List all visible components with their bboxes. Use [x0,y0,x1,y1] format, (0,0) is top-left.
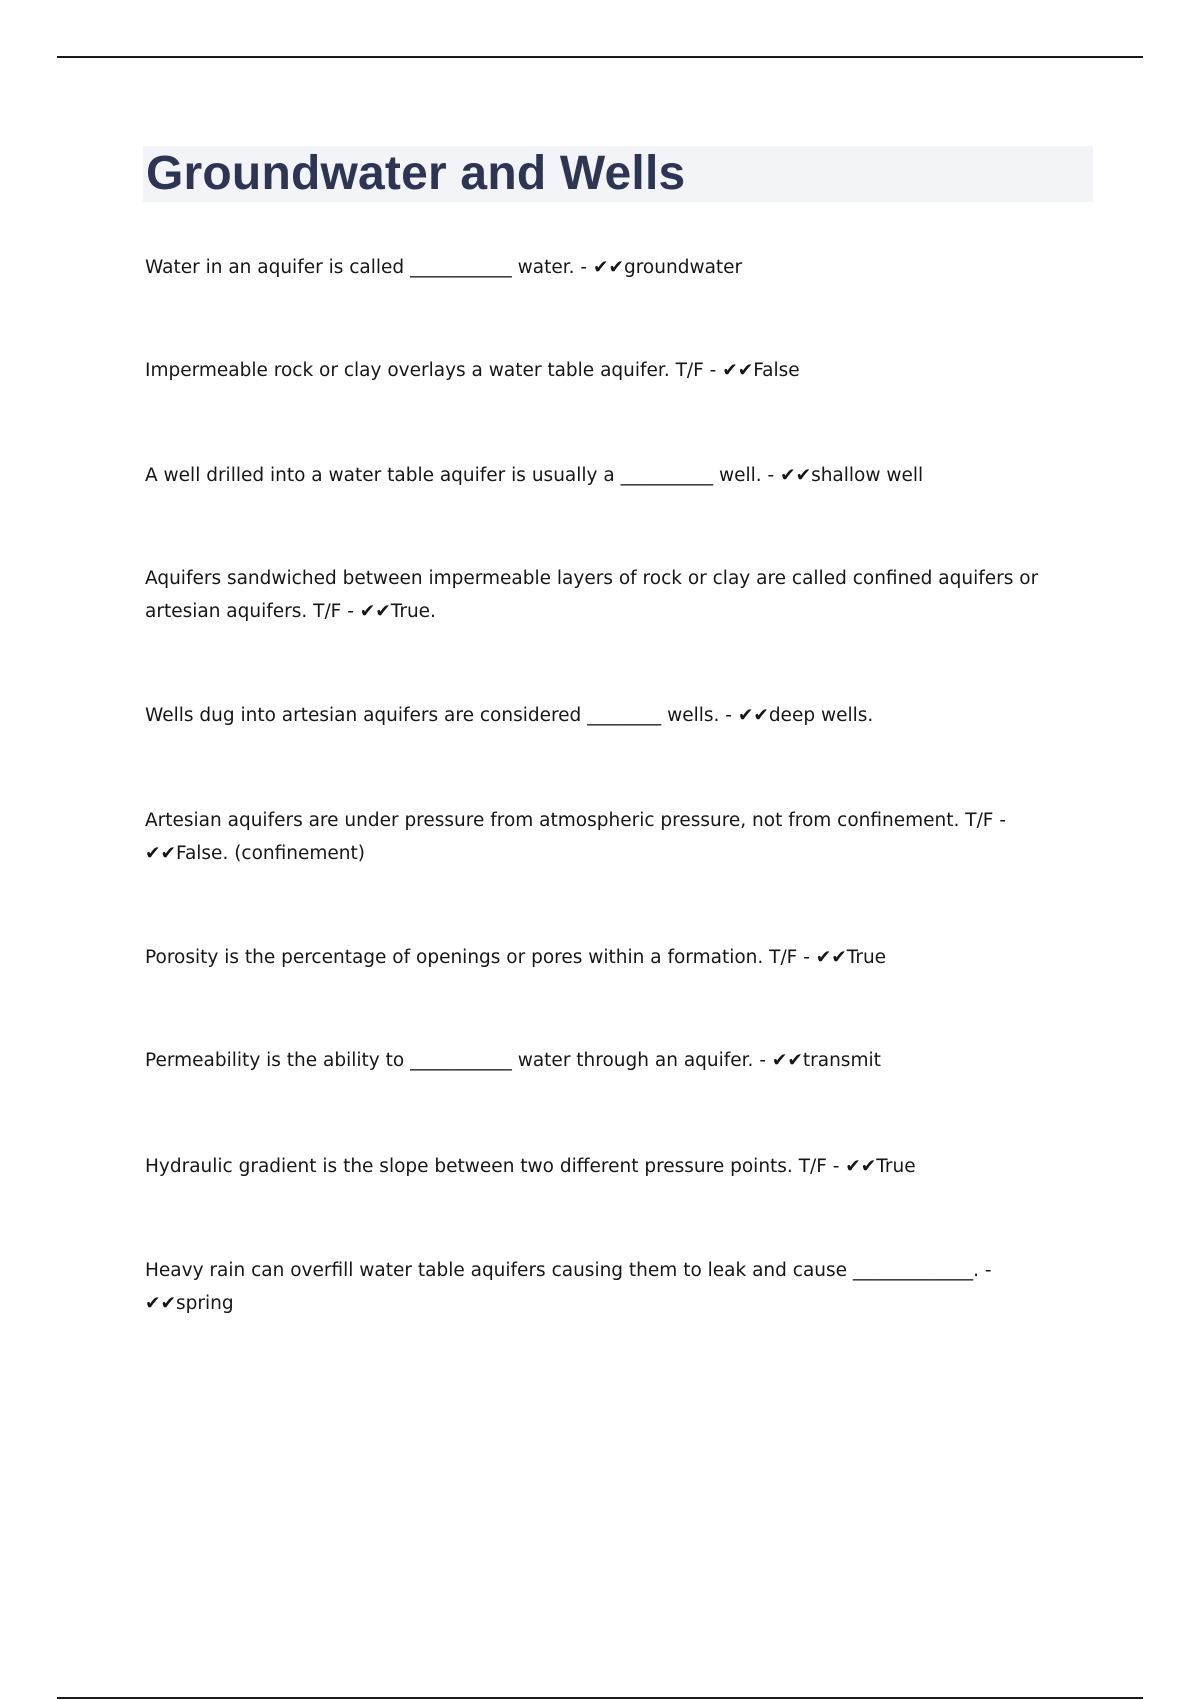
question-10: Heavy rain can overfill water table aquifers causing them to leak and cause _____________. - ✔✔spring [145,1260,992,1314]
question-9: Hydraulic gradient is the slope between two different pressure points. T/F - ✔✔True [145,1156,916,1177]
question-5: Wells dug into artesian aquifers are considered ________ wells. - ✔✔deep wells. [145,705,874,726]
question-3: A well drilled into a water table aquifer is usually a __________ well. - ✔✔shallow well [145,465,924,486]
question-6: Artesian aquifers are under pressure from atmospheric pressure, not from confinement. T/F - ✔✔False. (confinement) [145,810,1007,864]
question-1: Water in an aquifer is called ___________ water. - ✔✔groundwater [145,257,743,278]
bottom-divider [57,1697,1143,1699]
question-8: Permeability is the ability to ___________ water through an aquifer. - ✔✔transmit [145,1050,881,1071]
question-2: Impermeable rock or clay overlays a water table aquifer. T/F - ✔✔False [145,360,800,381]
top-divider [57,56,1143,58]
question-4: Aquifers sandwiched between impermeable layers of rock or clay are called confined aquifers or artesian aquifers. T/F - ✔✔True. [145,568,1039,622]
question-7: Porosity is the percentage of openings or pores within a formation. T/F - ✔✔True [145,947,887,968]
page-title: Groundwater and Wells [146,147,686,200]
